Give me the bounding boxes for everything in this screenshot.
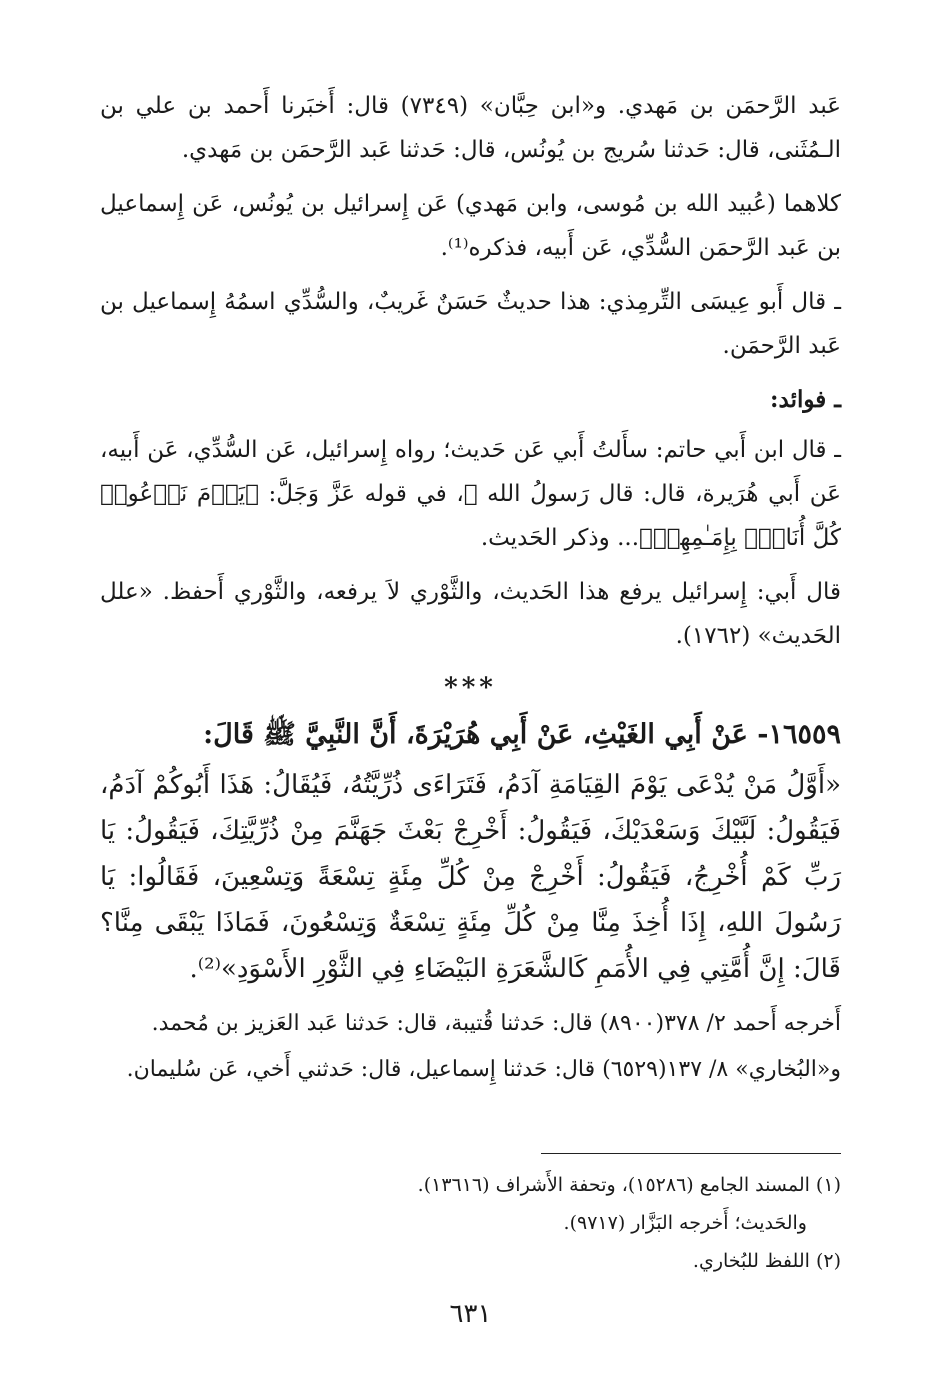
takhrij-bukhari: و«البُخاري» ٨/ ١٣٧(٦٥٢٩) قال: حَدثنا إِسماعيل، قال: حَدثني أَخي، عَن سُليمان. — [126, 1057, 841, 1082]
footnotes — [100, 1166, 841, 1280]
footnote-2: (٢) اللفظ للبُخاري. — [692, 1250, 841, 1272]
paragraph-ibn-abi-hatim: ـ قال ابن أَبي حاتم: سأَلتُ أَبي عَن حَديث؛ رواه إِسرائيل، عَن السُّدِّي، عَن أَبيه، عَن أَبي هُرَيرة، قال: قال رَسولُ الله ﷺ، في قوله عَزَّ وَجَلَّ: ﴿يَوۡمَ نَدۡعُوا۟ كُلَّ أُنَاسِۭ بِإِمَـٰمِهِمۡ﴾... وذكر الحَديث. — [100, 437, 841, 551]
footnote-1: (١) المسند الجامع (١٥٢٨٦)، وتحفة الأَشراف (١٣٦١٦). — [417, 1174, 841, 1196]
paragraph-tirmidhi-grading: ـ قال أَبو عِيسَى التِّرمِذي: هذا حديثٌ حَسَنٌ غَريبٌ، والسُّدِّي اسمُهُ إِسماعيل بن عَبد الرَّحمَن. — [100, 289, 841, 359]
hadith-text: «أَوَّلُ مَنْ يُدْعَى يَوْمَ القِيَامَةِ آدَمُ، فَتَرَاءَى ذُرِّيَّتُهُ، فَيُقَالُ: هَذَا أَبُوكُمْ آدَمُ، فَيَقُولُ: لَبَّيْكَ وَسَعْدَيْكَ، فَيَقُولُ: أَخْرِجْ بَعْثَ جَهَنَّمَ مِنْ ذُرِّيَّتِكَ، فَيَقُولُ: يَا رَبِّ كَمْ أُخْرِجُ، فَيَقُولُ: أَخْرِجْ مِنْ كُلِّ مِئَةٍ تِسْعَةً وَتِسْعِينَ، فَقَالُوا: يَا رَسُولَ اللهِ، إِذَا أُخِذَ مِنَّا مِنْ كُلِّ مِئَةٍ تِسْعَةٌ وَتِسْعُونَ، فَمَاذَا يَبْقَى مِنَّا؟ قَالَ: إِنَّ أُمَّتِي فِي الأُمَمِ كَالشَّعَرَةِ البَيْضَاءِ فِي الثَّوْرِ الأَسْوَدِ»⁽²⁾. — [100, 770, 841, 984]
page-number: ٦٣١ — [449, 1299, 492, 1329]
hadith-heading: ١٦٥٥٩- عَنْ أَبِي الغَيْثِ، عَنْ أَبِي هُرَيْرَةَ، أَنَّ النَّبِيَّ ﷺ قَالَ: — [203, 719, 841, 750]
fawaid-heading: ـ فوائد: — [770, 386, 841, 413]
page-body — [100, 84, 841, 1094]
paragraph-ilal-al-hadith: قال أَبي: إِسرائيل يرفع هذا الحَديث، والثَّوْري لاَ يرفعه، والثَّوْري أَحفظ. «علل الحَديث» (١٧٦٢). — [100, 579, 841, 649]
takhrij-ahmad: أَخرجه أَحمد ٢/ ٣٧٨(٨٩٠٠) قال: حَدثنا قُتيبة، قال: حَدثنا عَبد العَزيز بن مُحمد. — [151, 1011, 841, 1036]
paragraph-both-narrators: كلاهما (عُبيد الله بن مُوسى، وابن مَهدي) عَن إِسرائيل بن يُونُس، عَن إِسماعيل بن عَبد الرَّحمَن السُّدِّي، عَن أَبيه، فذكره⁽¹⁾. — [100, 191, 841, 261]
paragraph-isnad-ibn-hibban: عَبد الرَّحمَن بن مَهدي. و«ابن حِبَّان» (٧٣٤٩) قال: أَخبَرنا أَحمد بن علي بن الـمُثَنى، قال: حَدثنا سُريج بن يُونُس، قال: حَدثنا عَبد الرَّحمَن بن مَهدي. — [100, 93, 841, 163]
section-separator: *** — [444, 673, 497, 703]
footnote-divider — [541, 1153, 841, 1154]
footnote-1-continuation: والحَديث؛ أَخرجه البَزَّار (٩٧١٧). — [563, 1212, 807, 1234]
